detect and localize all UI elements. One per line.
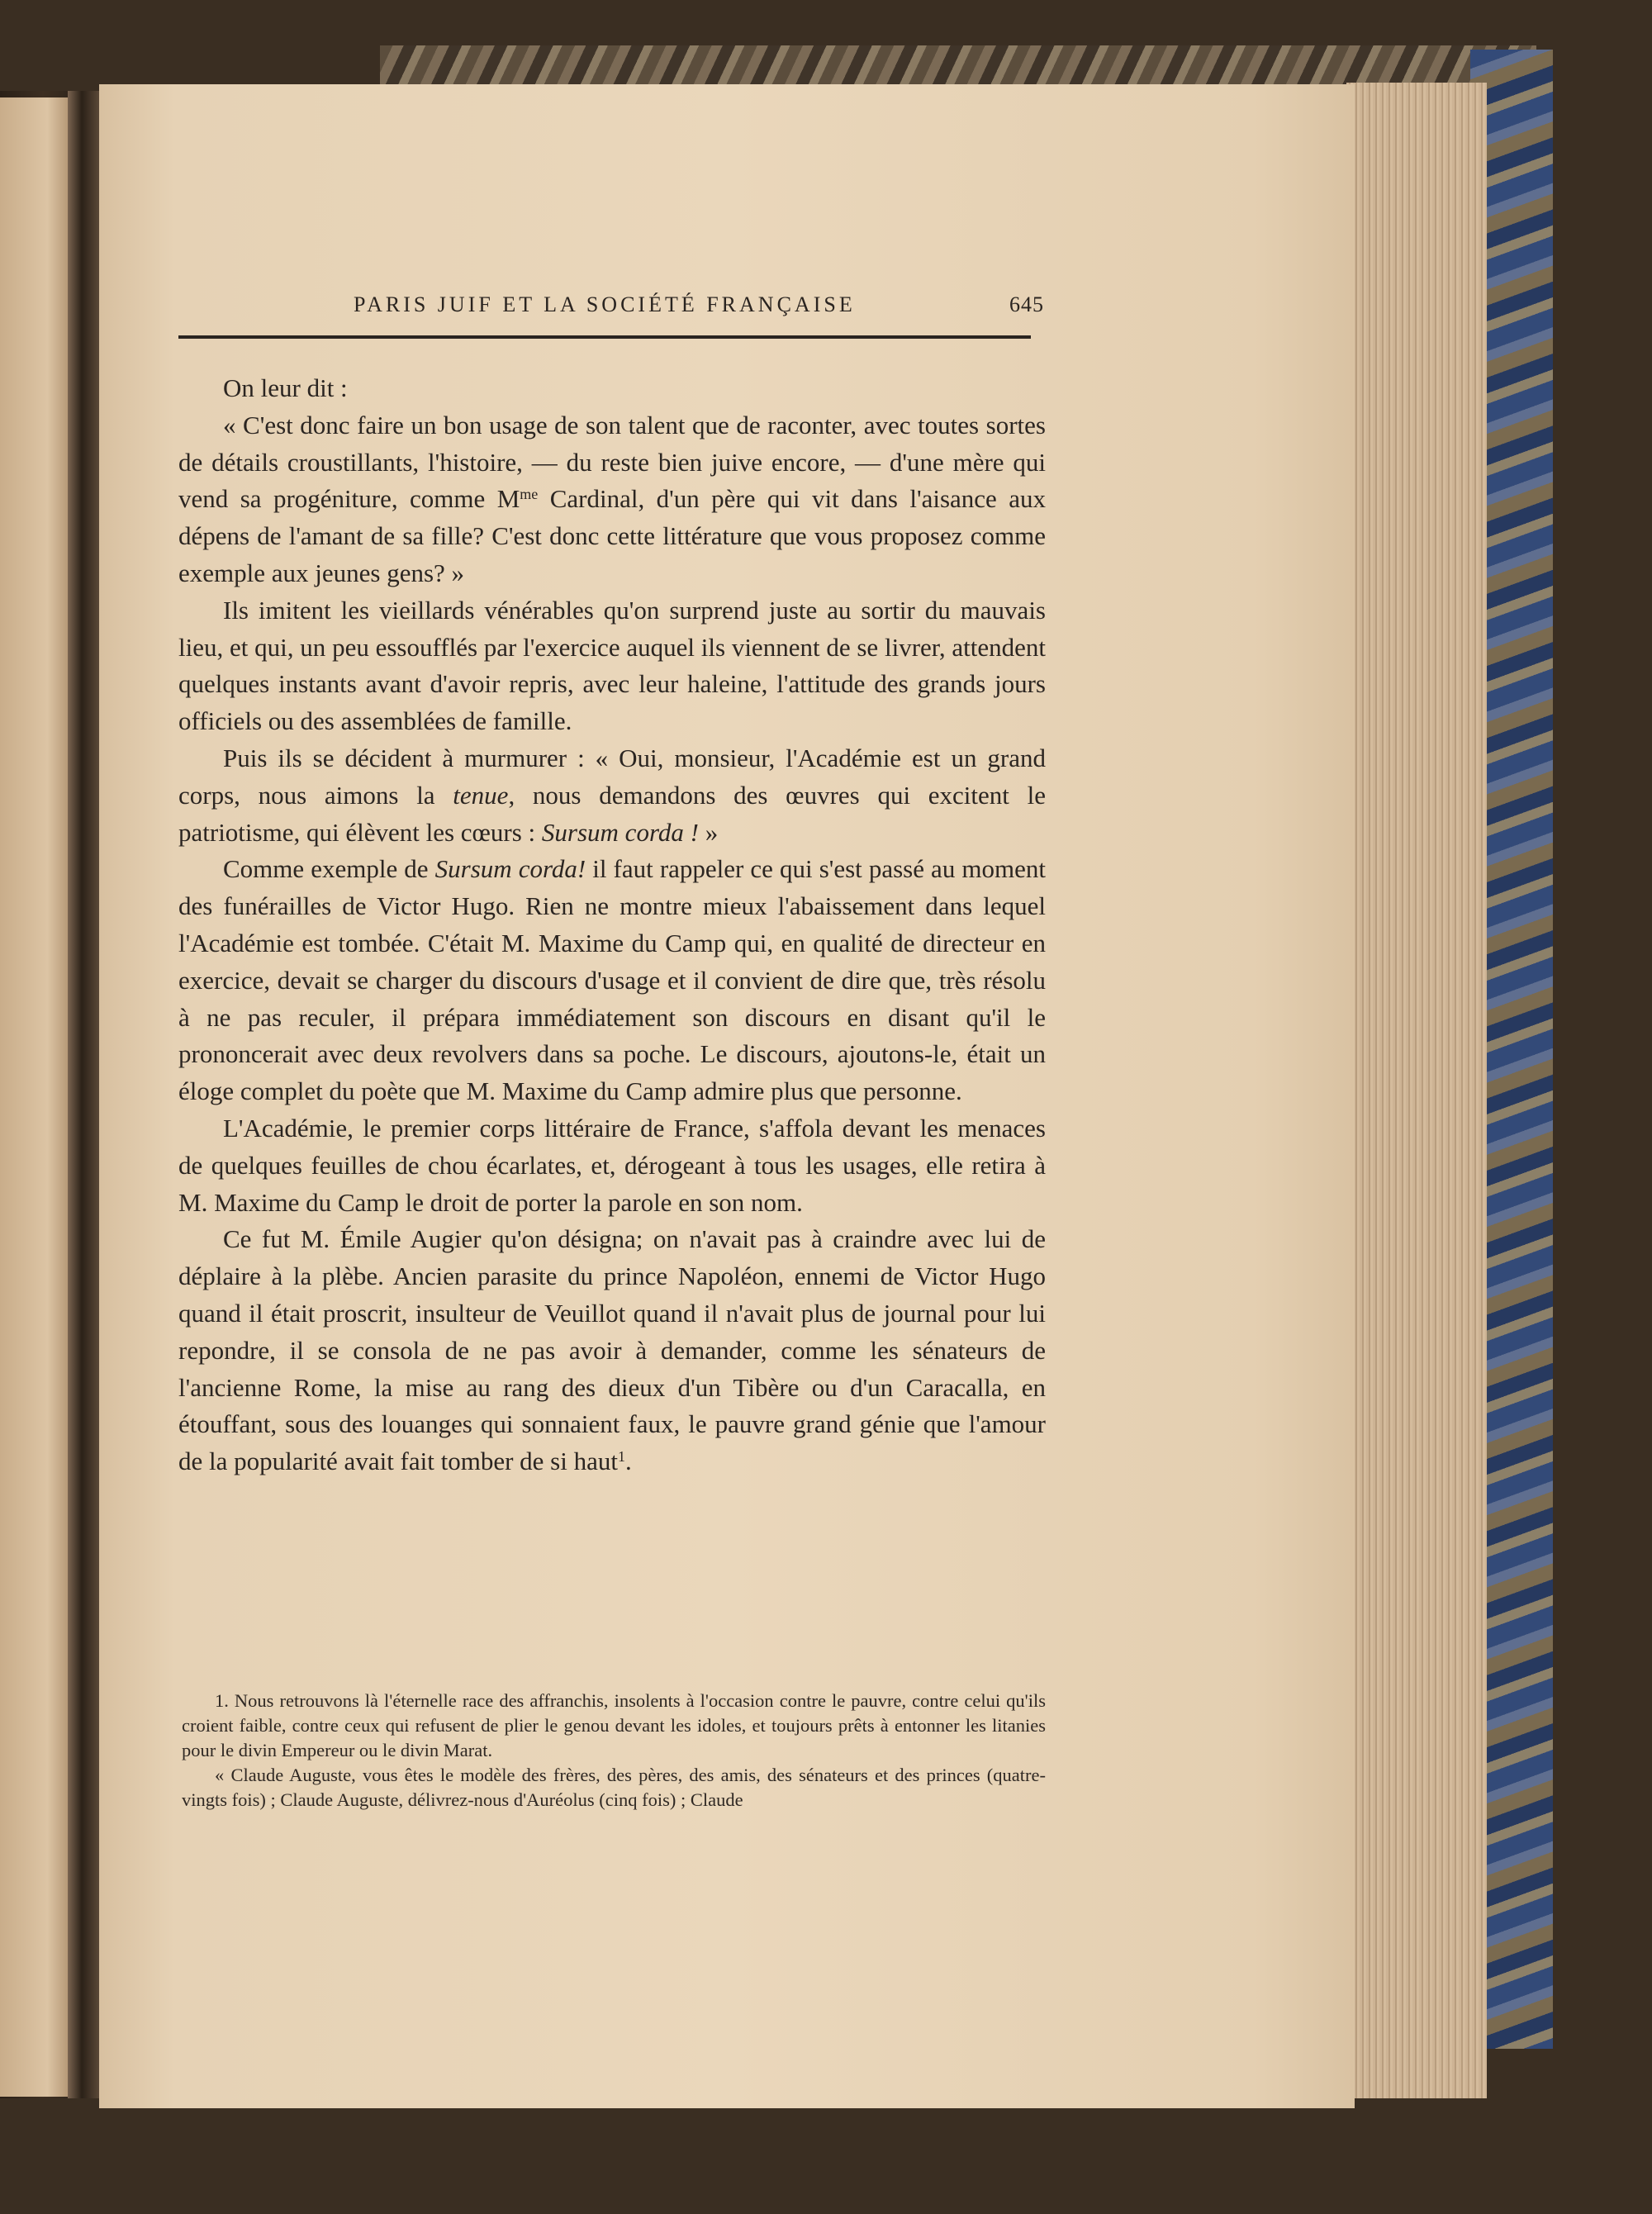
paragraph: Ils imitent les vieillards vénérables qu'on surprend juste au sortir du mauvais lieu, et qui, un peu essoufflés par l'exercice auquel ils viennent de se livrer, attendent quelques instants avant d'avoir repris, avec leur haleine, l'attitude des grands jours officiels ou des assemblées de famille. xyxy=(178,595,1046,736)
italic-text: tenue xyxy=(453,780,509,810)
superscript: me xyxy=(520,486,539,503)
paragraph: Puis ils se décident à murmurer : « Oui, monsieur, l'Académie est un grand corps, nous aimons la tenue, nous demandons des œuvres qui excitent le patriotisme, qui élèvent les cœurs : Sursum corda ! » xyxy=(178,743,1046,847)
body-text xyxy=(178,370,1046,1480)
page-number: 645 xyxy=(1009,292,1044,316)
paragraph: Ce fut M. Émile Augier qu'on désigna; on n'avait pas à craindre avec lui de déplaire à la plèbe. Ancien parasite du prince Napoléon, ennemi de Victor Hugo quand il était proscrit, insulteur de Veuillot quand il n'avait plus de journal pour lui repondre, il se consola de ne pas avoir à demander, comme les sénateurs de l'ancienne Rome, la mise au rang des dieux d'un Tibère ou d'un Caracalla, en étouffant, sous des louanges qui sonnaient faux, le pauvre grand génie que l'amour de la popularité avait fait tomber de si haut$^1$. xyxy=(178,1224,1046,1476)
footnote-marker: 1 xyxy=(617,1448,625,1466)
paragraph: « C'est donc faire un bon usage de son talent que de raconter, avec toutes sortes de détails croustillants, l'histoire, — du reste bien juive encore, — d'une mère qui vend sa progéniture, comme $M^{me}$ Cardinal, d'un père qui vit dans l'aisance aux dépens de l'amant de sa fille? C'est donc cette littérature que vous proposez comme exemple aux jeunes gens? » xyxy=(178,410,1046,587)
paragraph: Comme exemple de Sursum corda! il faut rappeler ce qui s'est passé au moment des funérailles de Victor Hugo. Rien ne montre mieux l'abaissement dans lequel l'Académie est tombée. C'était M. Maxime du Camp qui, en qualité de directeur en exercice, devait se charger du discours d'usage et il convient de dire que, très résolu à ne pas reculer, il prépara immédiatement son discours en disant qu'il le prononcerait avec deux revolvers dans sa poche. Le discours, ajoutons-le, était un éloge complet du poète que M. Maxime du Camp admire plus que personne. xyxy=(178,854,1046,1106)
header-rule xyxy=(178,335,1031,339)
paragraph: L'Académie, le premier corps littéraire de France, s'affola devant les menaces de quelques feuilles de chou écarlates, et, dérogeant à tous les usages, elle retira à M. Maxime du Camp le droit de porter la parole en son nom. xyxy=(178,1113,1046,1217)
paragraph: On leur dit : xyxy=(223,373,348,402)
footnote-continuation: « Claude Auguste, vous êtes le modèle des frères, des pères, des amis, des sénateurs et des princes (quatre-vingts fois) ; Claude Auguste, délivrez-nous d'Auréolus (cinq fois) ; Claude xyxy=(182,1765,1046,1810)
header-title: PARIS JUIF ET LA SOCIÉTÉ FRANÇAISE xyxy=(354,292,856,316)
footnotes xyxy=(182,1689,1046,1813)
book-gutter xyxy=(68,91,99,2098)
italic-text: Sursum corda! xyxy=(434,854,586,884)
italic-text: Sursum corda ! xyxy=(541,817,699,847)
left-page xyxy=(0,97,68,2097)
footnote: 1. Nous retrouvons là l'éternelle race des affranchis, insolents à l'occasion contre le pauvre, contre celui qu'ils croient faible, contre ceux qui refusent de plier le genou devant les idoles, et toujours prêts à entonner les litanies pour le divin Empereur ou le divin Marat. xyxy=(182,1690,1046,1760)
page-stack-edges xyxy=(1346,83,1487,2098)
